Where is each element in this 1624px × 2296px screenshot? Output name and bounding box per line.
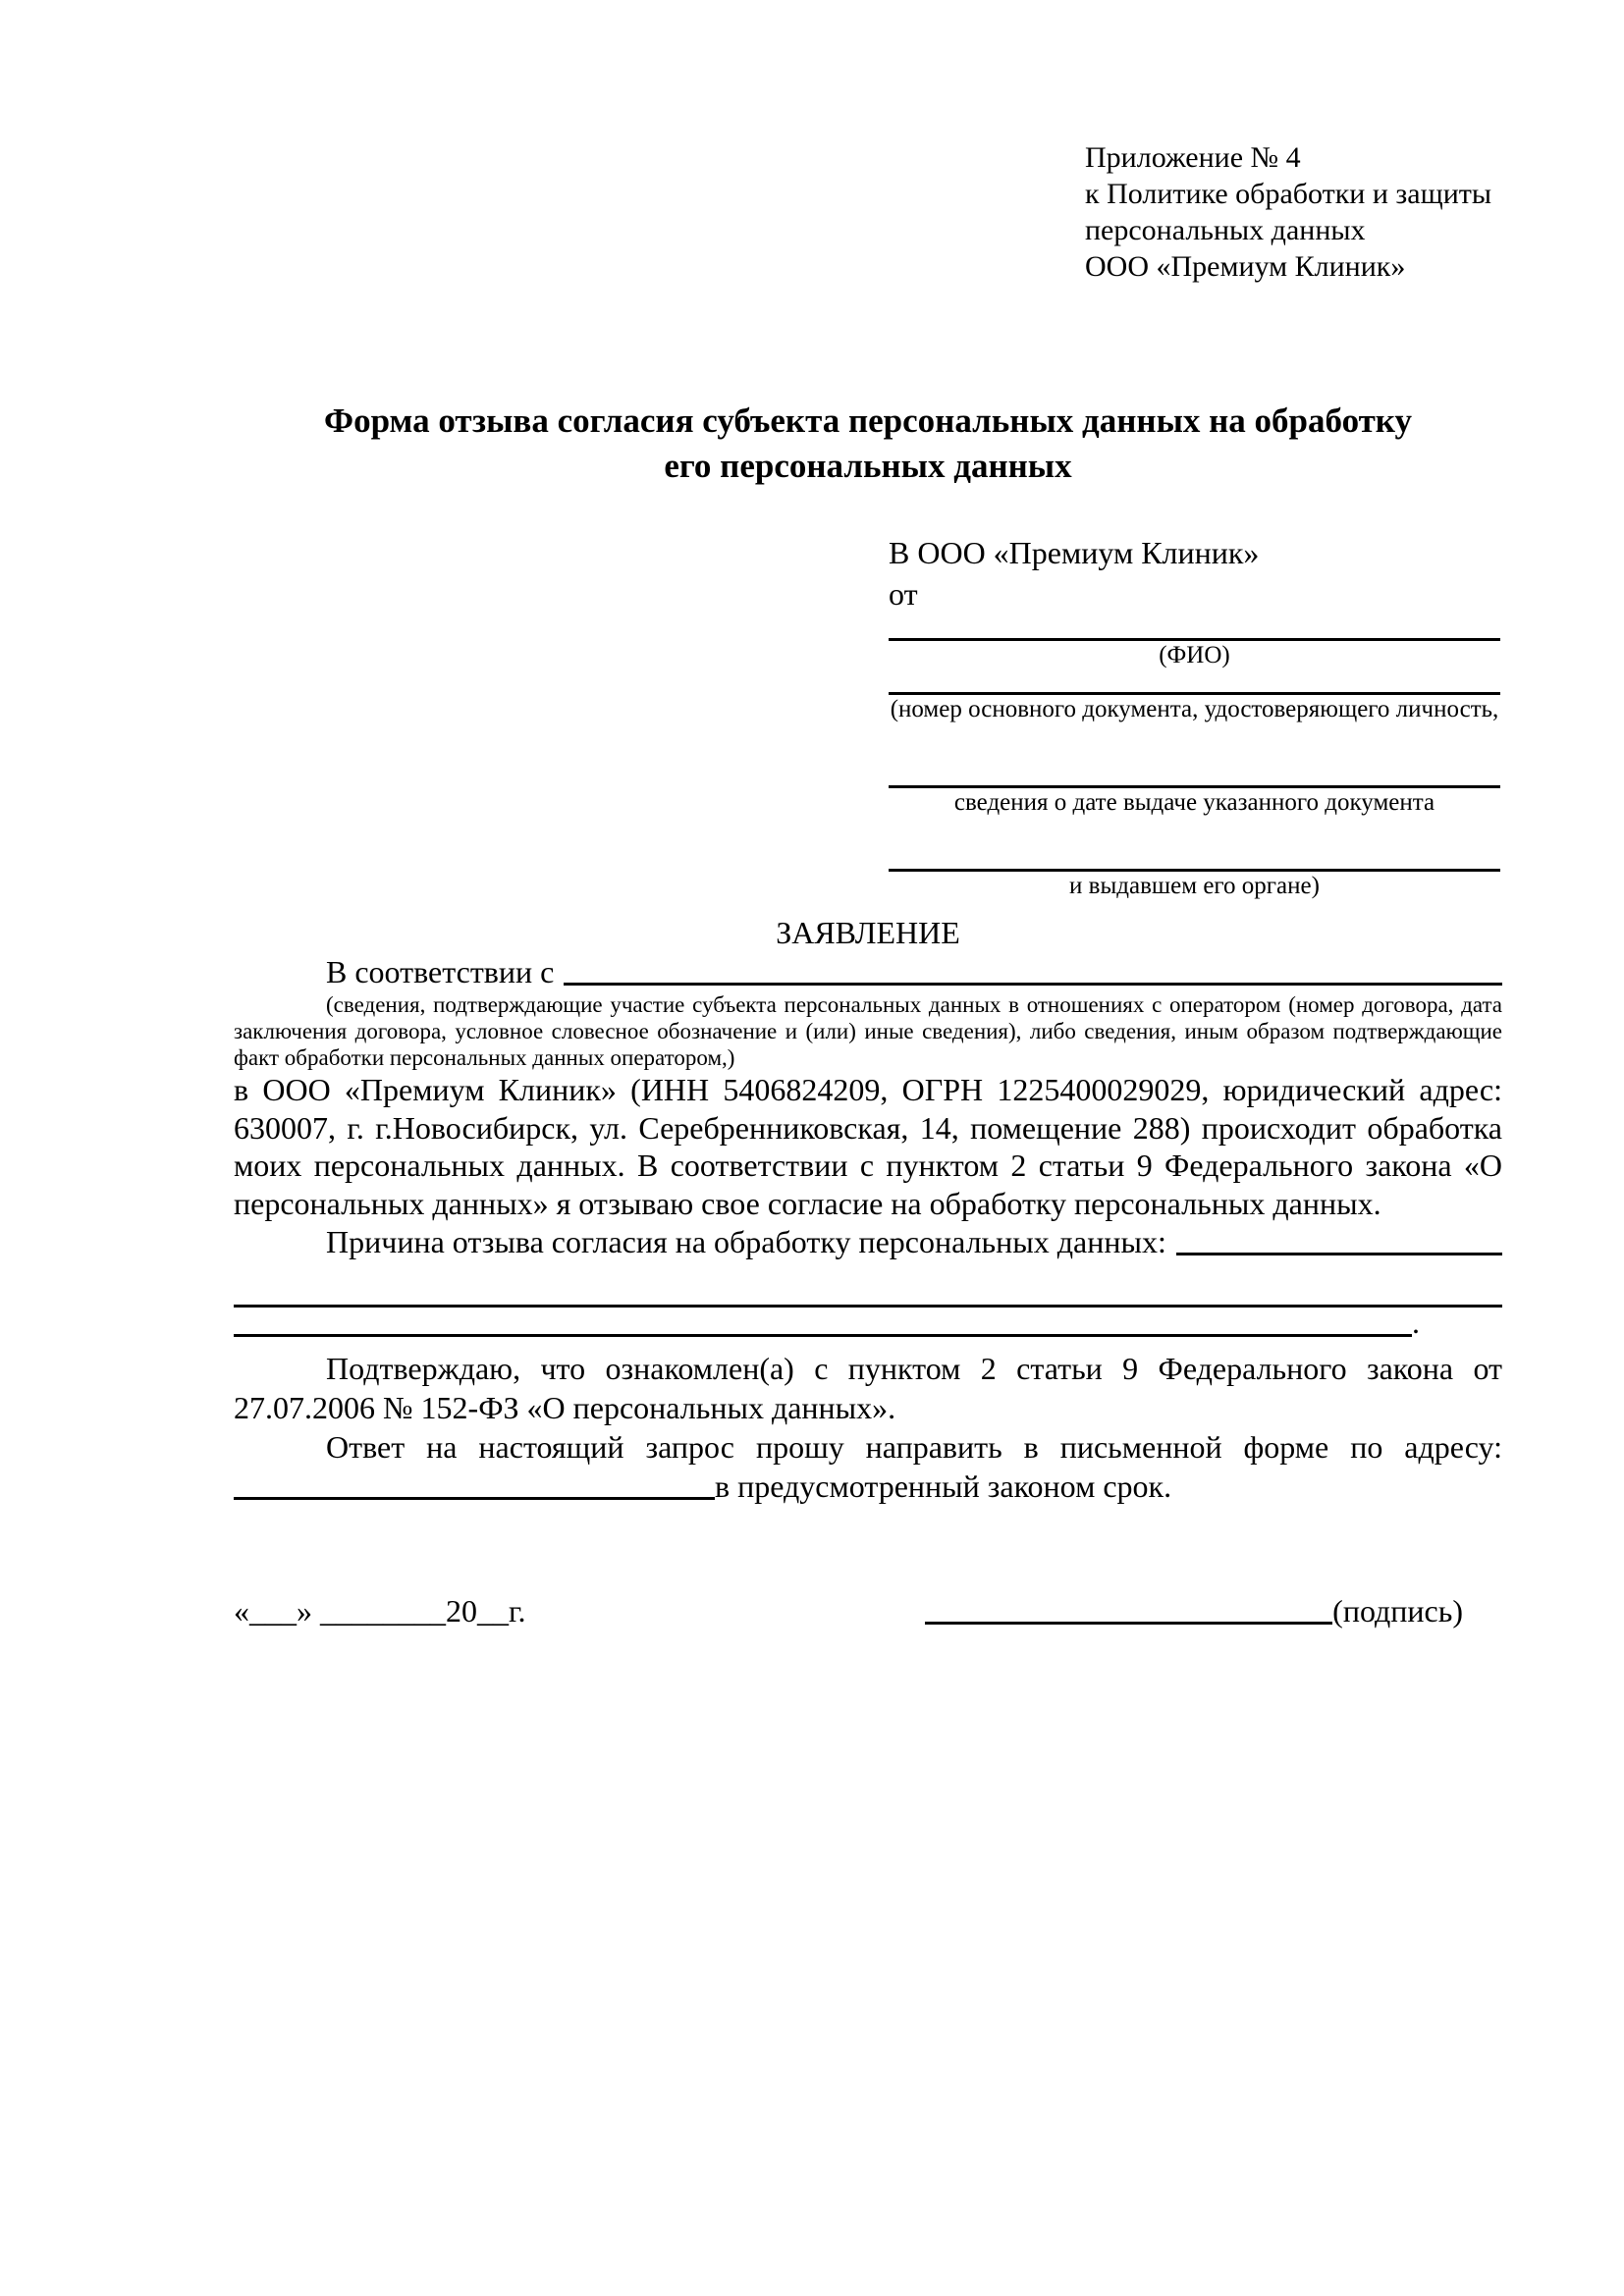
reason-continuation-blank-line-2: [234, 1305, 1502, 1341]
reason-line: [234, 1222, 1502, 1261]
issuing-authority-blank-field: [889, 818, 1500, 872]
reply-address-blank-field: [234, 1497, 715, 1500]
footer: [234, 1590, 1502, 1631]
addressee-block: [889, 532, 1500, 901]
date-blank-line: «___» ________20__г.: [234, 1593, 526, 1629]
reply-address-line: [234, 1467, 1502, 1506]
signature-group: [925, 1590, 1463, 1631]
fio-caption: (ФИО): [1159, 642, 1230, 668]
reply-suffix: в предусмотренный законом срок.: [715, 1468, 1172, 1504]
intro-line: [234, 952, 1502, 991]
reply-request-line: Ответ на настоящий запрос прошу направить в письменной форме по адресу:: [326, 1429, 1502, 1465]
confirmation-paragraph: Подтверждаю, что ознакомлен(а) с пунктом 2 статьи 9 Федерального закона от 27.07.2006 № 152-ФЗ «О персональных данных».: [234, 1351, 1502, 1425]
issue-date-caption: сведения о дате выдаче указанного документа: [953, 789, 1435, 816]
appendix-note-line: Приложение № 4: [1085, 141, 1301, 174]
intro-blank-field: [564, 983, 1502, 986]
reason-blank-field: [1176, 1253, 1502, 1255]
signature-caption: (подпись): [1332, 1593, 1463, 1629]
appendix-note: [1085, 139, 1502, 285]
issuing-authority-caption: и выдавшем его органе): [1069, 873, 1320, 899]
signature-blank-field: [925, 1622, 1332, 1625]
appendix-note-line: к Политике обработки и защиты: [1085, 178, 1492, 210]
fio-blank-field: [889, 614, 1500, 641]
addressee-org: В ООО «Премиум Клиник»: [889, 535, 1260, 570]
addressee-from-label: от: [889, 576, 918, 612]
appendix-note-line: ООО «Премиум Клиник»: [1085, 250, 1406, 283]
form-title-line-2: его персональных данных: [664, 447, 1072, 485]
reason-continuation-blank-line-1: [234, 1261, 1502, 1308]
reason-blank-field-2: [234, 1334, 1412, 1337]
reason-label: Причина отзыва согласия на обработку персональных данных:: [326, 1224, 1166, 1259]
fine-print-note: (сведения, подтверждающие участие субъекта персональных данных в отношениях с оператором (номер договора, дата заключения договора, условное словесное обозначение и (или) иные сведения), либо сведения, иным образом подтверждающие факт обработки персональных данных оператором,): [234, 992, 1502, 1070]
appendix-note-line: персональных данных: [1085, 214, 1366, 246]
form-title-line-1: Форма отзыва согласия субъекта персональных данных на обработку: [324, 401, 1412, 440]
intro-prefix: В соответствии с: [326, 954, 555, 989]
statement-heading: ЗАЯВЛЕНИЕ: [776, 915, 960, 950]
form-title: [234, 399, 1502, 489]
line-end-period: .: [1412, 1305, 1420, 1340]
document-number-caption: (номер основного документа, удостоверяющего личность,: [890, 696, 1499, 722]
issue-date-blank-field: [889, 724, 1500, 788]
document-number-blank-field: [889, 670, 1500, 695]
statement-body-paragraph: в ООО «Премиум Клиник» (ИНН 5406824209, ОГРН 1225400029029, юридический адрес: 630007, г. г.Новосибирск, ул. Серебренниковская, 14, помещение 288) происходит обработка моих персональных данных. В соответствии с пунктом 2 статьи 9 Федерального закона «О персональных данных» я отзываю свое согласие на обработку персональных данных.: [234, 1072, 1502, 1221]
